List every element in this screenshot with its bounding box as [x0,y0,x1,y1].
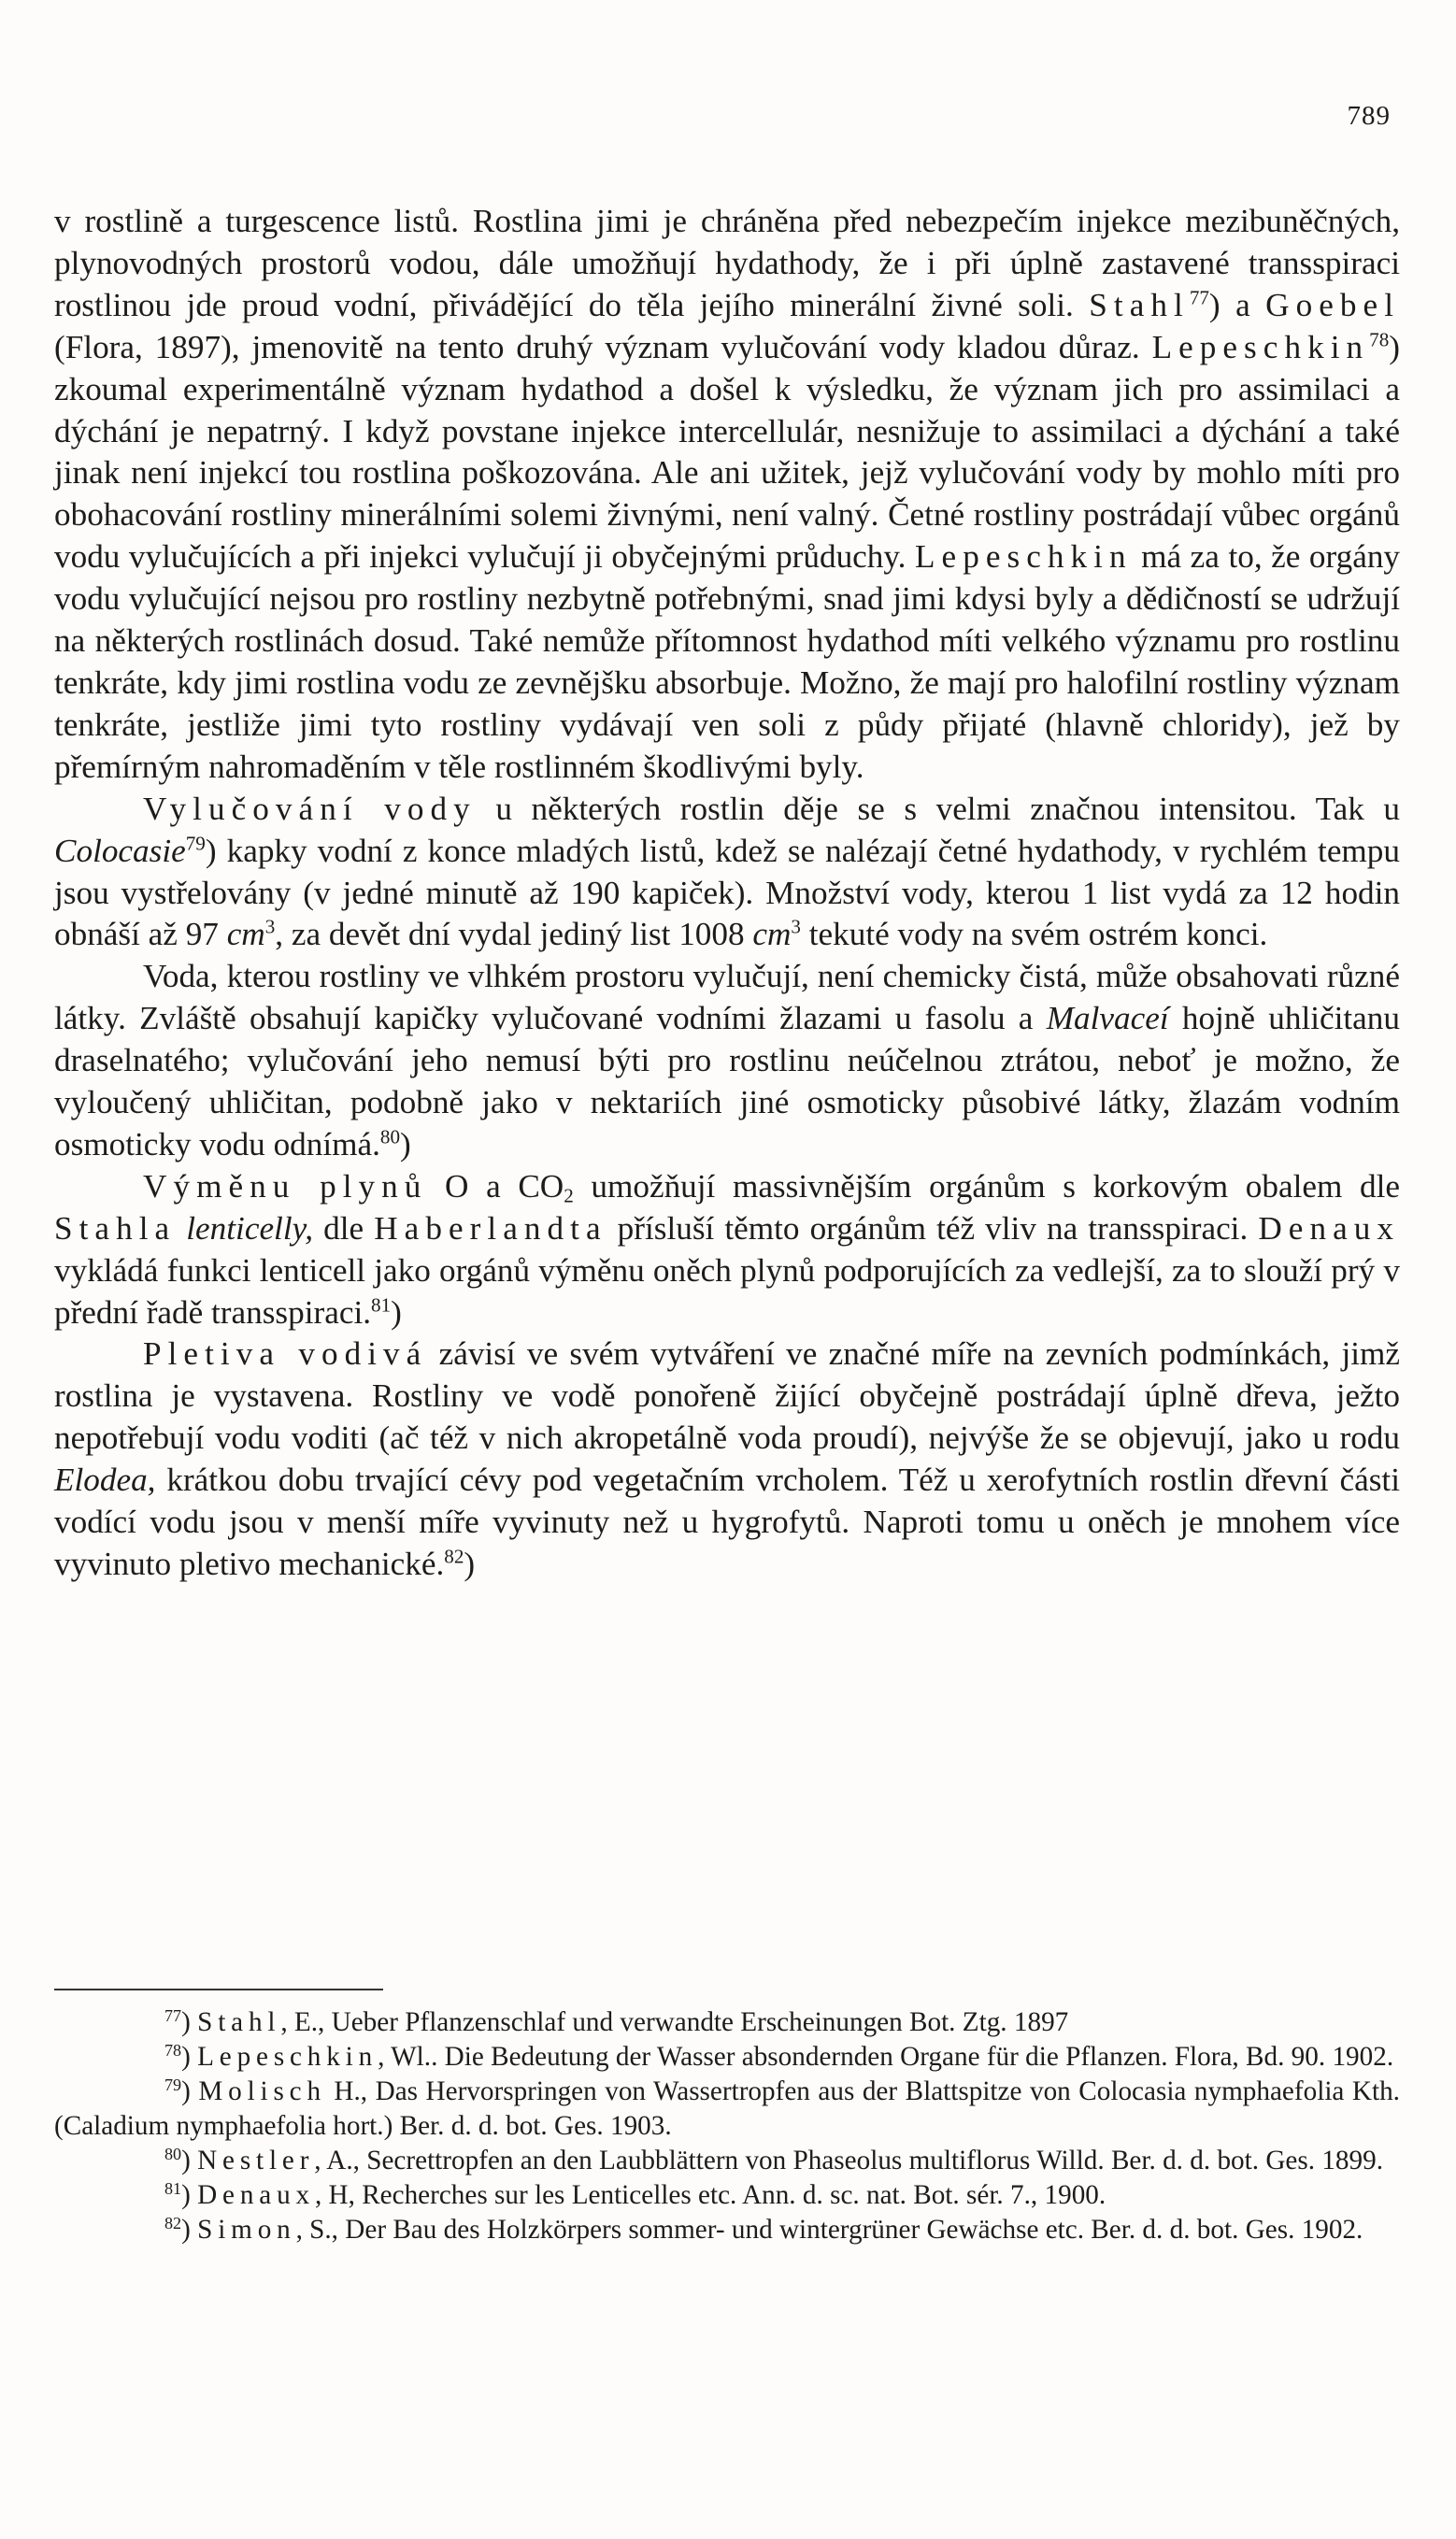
footnote-number: 77 [164,2006,182,2026]
text: ) zkoumal experimentálně význam hydathod a došel k výsledku, že význam jich pro assimilaci a dýchání je nepatrný. I když povstane injekce intercellulár, nesnižuje to assimilaci a dýchání a také jinak není injekcí tou rostlina poškozována. Ale ani užitek, jejž vylučování vody by mohlo míti pro obohacování rostliny minerálními solemi živnými, není valný. Četné rostliny postrádají vůbec orgánů vodu vylučujících a při injekci vylučují ji obyčejnými průduchy. [54,328,1400,576]
author-name: Stahla [54,1209,177,1247]
footnote-text: , Wl.. Die Bedeutung der Wasser absondernden Organe für die Pflanzen. Flora, Bd. 90. 1902. [378,2042,1394,2072]
footnotes [54,2005,1400,2247]
footnote-ref: 79 [185,831,206,854]
page-number: 789 [1347,101,1391,131]
footnote-author: Simon [197,2215,296,2245]
footnote-number: 82 [164,2214,182,2233]
author-name: Lepeschkin [915,538,1133,576]
footnote-author: Molisch [198,2076,326,2106]
footnote-ref: 78 [1369,328,1390,351]
paragraph-water-secretion [54,789,1400,957]
footnote-number: 79 [164,2075,182,2095]
section-lead: Pletiva vodivá [143,1335,428,1373]
footnote: $^{78}$) Lepeschkin, Wl.. Die Bedeutung der Wasser absondernden Organe für die Pflanzen. Flora, Bd. 90. 1902. [164,2041,1394,2072]
exponent: 3 [264,915,276,938]
footnote-author: Lepeschkin [197,2042,378,2072]
footnote-author: Stahl [197,2007,281,2037]
italic-term: Elodea, [54,1462,156,1499]
text: v rostlině a turgescence listů. Rostlina jimi je chráněna před nebezpečím injekce mezibuněčných, plynovodných prostorů vodou, dále umožňují hydathody, že i při úplně zastavené transspiraci rostlinou jde proud vodní, přivádějící do těla jejího minerální živné soli. [54,203,1400,323]
footnote: $^{79}$) Molisch H., Das Hervorspringen von Wassertropfen aus der Blattspitze von Colocasia nymphaefolia Kth. (Caladium nymphaefolia hort.) Ber. d. d. bot. Ges. 1903. [54,2075,1400,2141]
author-name: Lepeschkin [1151,328,1370,365]
footnote-text: , S., Der Bau des Holzkörpers sommer- und wintergrüner Gewächse etc. Ber. d. d. bot. Ges. 1902. [295,2215,1363,2245]
text: krátkou dobu trvající cévy pod vegetačním vrcholem. Též u xerofytních rostlin dřevní části vodící vodu jsou v menší míře vyvinuty než u hygrofytů. Naproti tomu u oněch je mnohem více vyvinuto pletivo mechanické. [54,1462,1400,1582]
paragraph-water-composition [54,956,1400,1166]
text: vykládá funkci lenticell jako orgánů výměnu oněch plynů podporujících za vedlejší, za to slouží prý v přední řadě transspiraci. [54,1251,1400,1331]
text: umožňují massivnějším orgánům s korkovým obalem dle [573,1167,1400,1205]
footnote: $^{77}$) Stahl, E., Ueber Pflanzenschlaf und verwandte Erscheinungen Bot. Ztg. 1897 [164,2006,1069,2037]
text [176,1210,186,1247]
text: ) kapky vodní z konce mladých listů, kdež se nalézají četné hydathody, v rychlém tempu jsou vystřelovány (v jedné minutě až 190 kapiček). Množství vody, kterou 1 list vydá za 12 hodin obnáší až 97 [54,832,1400,953]
text: tekuté vody na svém ostrém konci. [800,916,1268,953]
footnote-text: , H, Recherches sur les Lenticelles etc. Ann. d. sc. nat. Bot. sér. 7., 1900. [314,2180,1106,2210]
text: ) [400,1125,411,1163]
text: hojně uhličitanu draselnatého; vylučování jeho nemusí býti pro rostlinu neúčelnou ztrátou, neboť je možno, že vyloučený uhličitan, podobně jako v nektariích jiné osmoticky působivé látky, žlazám vodním osmoticky vodu odnímá. [54,1000,1400,1163]
footnote-number: 78 [164,2041,182,2061]
exponent: 3 [791,915,801,938]
paragraph-gas-exchange [54,1166,1400,1334]
footnote-ref: 81 [371,1292,392,1316]
paragraph-conducting-tissue [54,1334,1400,1585]
footnote: $^{82}$) Simon, S., Der Bau des Holzkörpers sommer- und wintergrüner Gewächse etc. Ber. d. d. bot. Ges. 1902. [164,2214,1363,2245]
footnote-ref: 77 [1189,286,1209,309]
footnote-number: 81 [164,2179,182,2199]
footnote-text: H., Das Hervorspringen von Wassertropfen aus der Blattspitze von Colocasia nymphaefolia Kth. (Caladium nymphaefolia hort.) Ber. d. d. bot. Ges. 1903. [54,2076,1400,2141]
text: u některých rostlin děje se s velmi značnou intensitou. Tak u [476,790,1400,827]
section-lead: Vylučování vody [143,790,477,827]
section-lead: Výměnu plynů [143,1167,428,1205]
italic-term: Malvaceí [1046,1000,1169,1037]
footnote: $^{80}$) Nestler, A., Secrettropfen an den Laubblättern von Phaseolus multiflorus Willd. Ber. d. d. bot. Ges. 1899. [164,2145,1384,2175]
italic-term: lenticelly, [186,1209,314,1247]
footnote: $^{81}$) Denaux, H, Recherches sur les Lenticelles etc. Ann. d. sc. nat. Bot. sér. 7., 1900. [164,2179,1106,2210]
footnote-text: , A., Secrettropfen an den Laubblättern von Phaseolus multiflorus Willd. Ber. d. d. bot. Ges. 1899. [314,2146,1384,2175]
text: má za to, že orgány vodu vylučující nejsou pro rostliny nezbytně potřebnými, snad jimi kdysi byly a dědičností se udržují na některých rostlinách dosud. Také nemůže přítomnost hydathod míti velkého významu pro rostlinu tenkráte, kdy jimi rostlina vodu ze zevnějšku absorbuje. Možno, že mají pro halofilní rostliny význam tenkráte, jestliže jimi tyto rostliny vydávají ven soli z půdy přijaté (hlavně chloridy), jež by přemírným nahromaděním v těle rostlinném škodlivými byly. [54,538,1401,785]
subscript: 2 [564,1184,574,1207]
author-name: Stahl [1089,286,1190,323]
author-name: Haberlandta [374,1209,607,1247]
text: závisí ve svém vytváření ve značné míře na zevních podmínkách, jimž rostlina je vystavena. Rostliny ve vodě ponořeně žijící obyčejně postrádají úplně dřeva, ježto nepotřebují vodu voditi (ač též v nich akropetálně voda proudí), nejvýše že se objevují, jako u rodu [54,1335,1400,1457]
author-name: Goebel [1265,286,1401,323]
unit: cm [226,916,265,953]
text: ) a [1208,286,1266,323]
paragraph-hydathodes [54,201,1400,789]
unit: cm [752,916,792,953]
footnote-ref: 80 [379,1125,401,1148]
body-text [54,201,1400,1586]
text: ) [391,1293,402,1331]
text: přísluší těmto orgánům též vliv na transspiraci. [607,1209,1259,1247]
italic-term: Colocasie [54,832,186,869]
footnote-author: Denaux [197,2180,315,2210]
footnote-divider [54,1989,383,1990]
text: dle [313,1209,375,1247]
footnote-author: Nestler [197,2146,315,2175]
text: Voda, kterou rostliny ve vlhkém prostoru vylučují, není chemicky čistá, může obsahovati různé látky. Zvláště obsahují kapičky vylučované vodními žlazami u fasolu a [54,958,1400,1037]
text: (Flora, 1897), jmenovitě na tento druhý význam vylučování vody kladou důraz. [54,328,1152,365]
footnote-ref: 82 [444,1545,464,1568]
footnote-text: , E., Ueber Pflanzenschlaf und verwandte Erscheinungen Bot. Ztg. 1897 [280,2007,1069,2037]
text: , za devět dní vydal jediný list 1008 [275,916,753,953]
footnote-number: 80 [164,2145,182,2164]
text: O a CO [427,1167,564,1205]
author-name: Denaux [1258,1209,1401,1247]
text: ) [464,1546,476,1582]
